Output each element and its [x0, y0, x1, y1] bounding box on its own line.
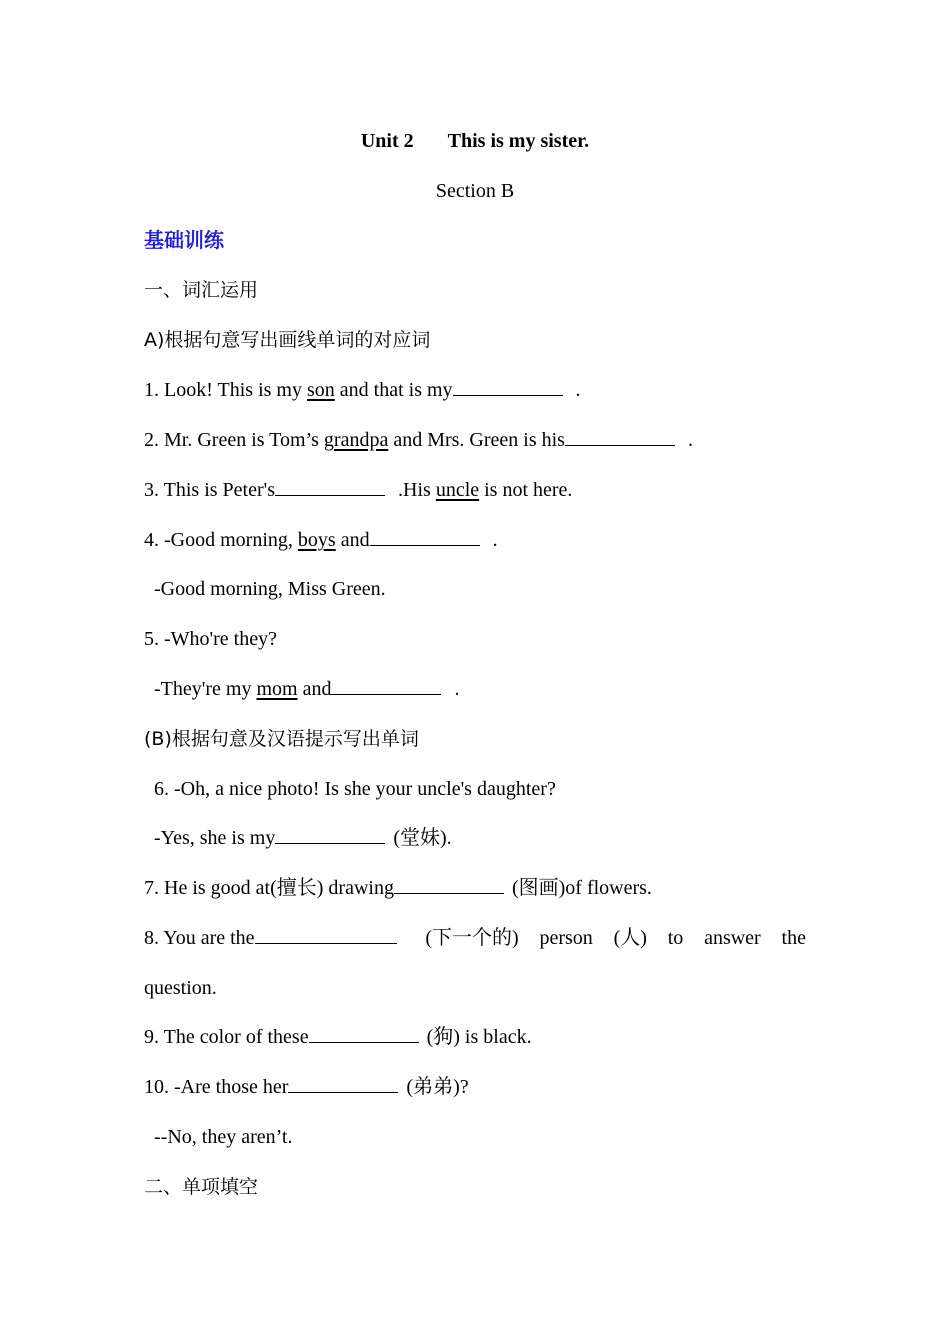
partA-heading: A)根据句意写出画线单词的对应词 [144, 329, 431, 351]
question-6-reply: -Yes, she is my (堂妹). [154, 827, 452, 849]
part2-heading: 二、单项填空 [144, 1176, 259, 1198]
question-5-reply: -They're my mom and . [154, 678, 460, 700]
answer-blank[interactable] [275, 825, 385, 844]
answer-blank[interactable] [453, 377, 563, 396]
underlined-word: grandpa [323, 429, 389, 451]
question-4-reply: -Good morning, Miss Green. [154, 578, 386, 600]
question-10-reply: --No, they aren’t. [154, 1126, 293, 1148]
question-7: 7. He is good at(擅长) drawing (图画)of flowers. [144, 877, 652, 899]
chinese-hint: (狗) [426, 1026, 460, 1048]
chinese-hint: (图画) [511, 877, 566, 899]
answer-blank[interactable] [275, 477, 385, 496]
answer-blank[interactable] [255, 925, 397, 944]
question-8: 8. You are the (下一个的) person (人) to answer the [144, 927, 806, 949]
answer-blank[interactable] [370, 527, 480, 546]
chinese-hint: (人) [613, 927, 647, 949]
partB-heading: (B)根据句意及汉语提示写出单词 [144, 728, 419, 750]
chinese-hint: (弟弟) [406, 1076, 460, 1098]
question-6: 6. -Oh, a nice photo! Is she your uncle's daughter? [154, 778, 556, 800]
page-title [0, 128, 950, 154]
answer-blank[interactable] [288, 1074, 398, 1093]
question-3: 3. This is Peter's .His uncle is not here. [144, 479, 573, 501]
underlined-word: uncle [435, 479, 480, 501]
underlined-word: mom [256, 678, 298, 700]
chinese-hint: (堂妹) [393, 827, 447, 849]
question-9: 9. The color of these (狗) is black. [144, 1026, 532, 1048]
answer-blank[interactable] [331, 676, 441, 695]
unit-label: Unit 2 [360, 130, 414, 152]
answer-blank[interactable] [309, 1024, 419, 1043]
answer-blank[interactable] [565, 427, 675, 446]
question-8-continued: question. [144, 977, 217, 999]
question-4: 4. -Good morning, boys and . [144, 529, 498, 551]
question-2: 2. Mr. Green is Tom’s grandpa and Mrs. Green is his . [144, 429, 693, 451]
question-1: 1. Look! This is my son and that is my . [144, 379, 581, 401]
part1-heading: 一、词汇运用 [144, 279, 259, 301]
question-5: 5. -Who're they? [144, 628, 277, 650]
chinese-hint: (下一个的) [425, 927, 519, 949]
answer-blank[interactable] [394, 875, 504, 894]
basic-training-heading: 基础训练 [144, 228, 224, 252]
question-10: 10. -Are those her (弟弟)? [144, 1076, 469, 1098]
underlined-word: boys [297, 529, 336, 551]
section-subtitle: Section B [435, 180, 515, 202]
underlined-word: son [306, 379, 335, 401]
unit-name: This is my sister. [447, 130, 590, 152]
